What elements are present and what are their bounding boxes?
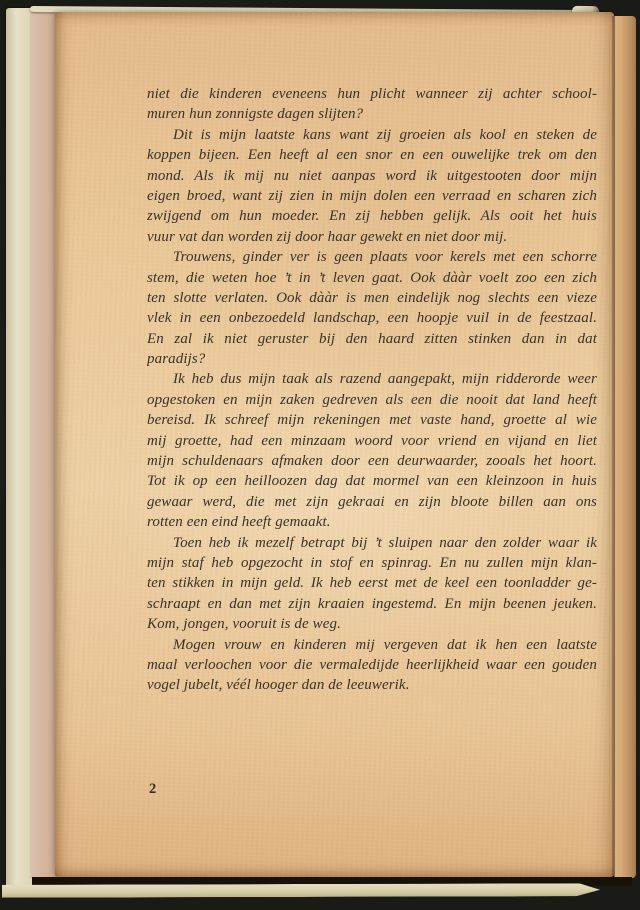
- text-line: opgestoken en mijn zaken gedreven als een die nooit dat land heeft: [147, 391, 597, 408]
- text-line: Dit is mijn laatste kans want zij groeien als kool en steken de: [173, 126, 597, 143]
- text-line: paradijs?: [147, 351, 206, 368]
- text-line: stem, die weten hoe ’t in ’t leven gaat. Ook dààr voelt zoo een zich: [147, 269, 597, 286]
- text-line: eigen broed, want zij zien in mijn dolen een verraad en scharen zich: [147, 187, 597, 204]
- text-line: Mogen vrouw en kinderen mij vergeven dat ik hen een laatste: [173, 636, 597, 653]
- text-line: ten slotte verlaten. Ook dààr is men eindelijk nog slechts een vieze: [147, 289, 597, 306]
- text-line: vuur vat dan worden zij door haar gewekt en niet door mij.: [147, 228, 508, 245]
- text-line: mij groette, had een minzaam woord voor vriend en vijand en liet: [147, 432, 597, 449]
- text-line: mijn staf heb opgezocht in stof en spinrag. En nu zullen mijn klan-: [147, 554, 597, 571]
- text-line: Toen heb ik mezelf betrapt bij ’t sluipen naar den zolder waar ik: [173, 534, 597, 551]
- text-line: vlek in een onbezoedeld landschap, een hoopje vuil in de feestzaal.: [147, 310, 597, 327]
- page-number: 2: [149, 781, 157, 797]
- text-line: bereisd. Ik schreef mijn rekeningen met vaste hand, groette al wie: [147, 412, 597, 429]
- text-line: koppen bijeen. Een heeft al een snor en een ouwelijke trek om den: [147, 147, 597, 164]
- text-line: gewaar werd, die met zijn gekraai en zijn bloote billen aan ons: [147, 493, 597, 510]
- text-line: schraapt en dan met zijn kraaien ingestemd. En mijn beenen jeuken.: [147, 595, 597, 612]
- text-line: En zal ik niet geruster bij den haard zitten stinken dan in dat: [147, 330, 597, 347]
- text-line: vogel jubelt, véél hooger dan de leeuwerik.: [147, 677, 410, 694]
- text-line: zwijgend om hun moeder. En zij hebben gelijk. Als ooit het huis: [147, 208, 597, 225]
- book-cover-fore-edge: [6, 8, 32, 896]
- text-line: muren hun zonnigste dagen slijten?: [147, 106, 364, 123]
- text-line: maal verloochen voor die vermaledijde heerlijkheid waar een gouden: [147, 656, 597, 673]
- text-line: niet die kinderen eveneens hun plicht wanneer zij achter school-: [147, 86, 597, 102]
- text-line: Kom, jongen, vooruit is de weg.: [147, 616, 341, 633]
- text-line: rotten een eind heeft gemaakt.: [147, 514, 331, 531]
- text-line: mond. Als ik mij nu niet aanpas word ik uitgestooten door mijn: [147, 167, 597, 184]
- text-line: mijn schuldenaars afmaken door een deurwaarder, zooals het hoort.: [147, 453, 597, 470]
- facing-page-gutter-edge: [612, 16, 636, 878]
- text-line: Ik heb dus mijn taak als razend aangepakt, mijn ridderorde weer: [173, 371, 597, 388]
- text-line: ten stikken in mijn geld. Ik heb eerst met de keel een toonladder ge-: [147, 575, 597, 592]
- book-page: [55, 12, 614, 877]
- text-line: Tot ik op een heilloozen dag dat mormel van een kleinzoon in huis: [147, 473, 597, 490]
- bottom-cover-edge: [2, 883, 600, 898]
- text-line: Trouwens, ginder ver is geen plaats voor kerels met een schorre: [173, 249, 597, 266]
- page-text: [147, 84, 597, 696]
- underlying-page-edge: [30, 12, 57, 878]
